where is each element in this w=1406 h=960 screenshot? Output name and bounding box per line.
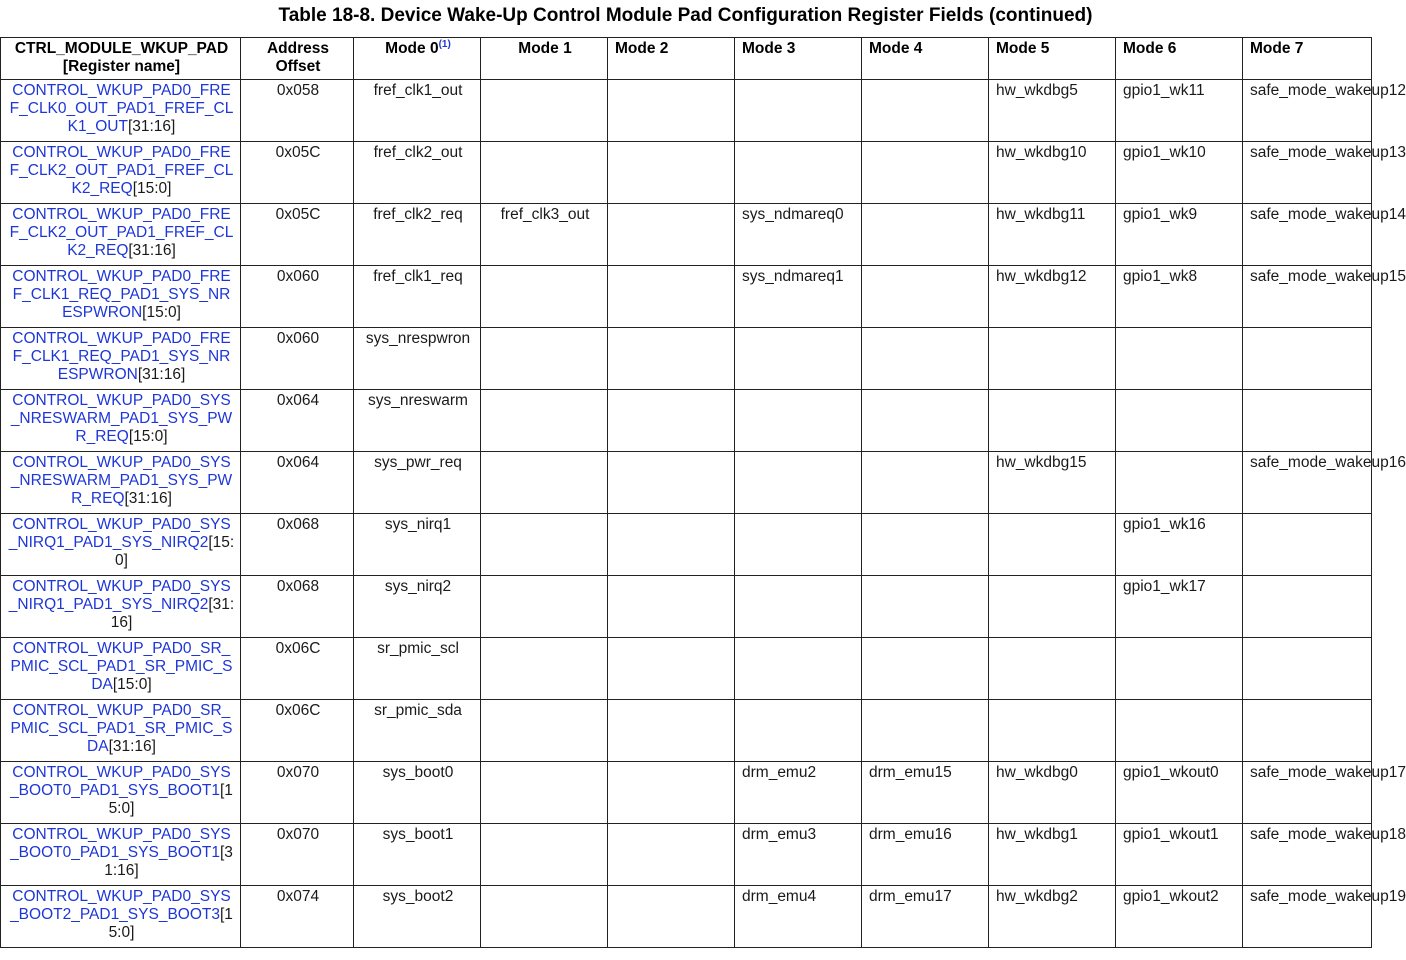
mode4-cell [862,576,989,638]
table-row [1,638,1372,700]
mode4-cell [862,390,989,452]
mode2-cell [608,638,735,700]
mode2-cell [608,762,735,824]
register-bit-range: [31:16] [108,738,156,755]
header-mode4: Mode 4 [862,38,989,80]
header-mode1: Mode 1 [481,38,608,80]
mode3-cell [735,514,862,576]
mode0-cell: fref_clk1_req [354,266,481,328]
register-name-link[interactable]: CONTROL_WKUP_PAD0_FREF_CLK2_OUT_PAD1_FREF_CLK2_REQ [9,206,234,259]
mode0-cell: sr_pmic_scl [354,638,481,700]
mode3-cell: drm_emu4 [735,886,862,948]
register-bit-range: [15:0] [128,428,168,445]
address-offset-cell: 0x064 [241,452,354,514]
mode3-cell [735,700,862,762]
mode5-cell [989,514,1116,576]
table-row [1,576,1372,638]
mode3-cell [735,142,862,204]
mode4-cell [862,266,989,328]
mode0-cell: fref_clk1_out [354,80,481,142]
mode2-cell [608,390,735,452]
table-row [1,886,1372,948]
header-mode6: Mode 6 [1116,38,1243,80]
address-offset-cell: 0x060 [241,328,354,390]
mode7-cell [1243,638,1372,700]
address-offset-cell: 0x068 [241,514,354,576]
mode5-cell: hw_wkdbg15 [989,452,1116,514]
mode4-cell: drm_emu16 [862,824,989,886]
mode5-cell: hw_wkdbg10 [989,142,1116,204]
mode3-cell [735,80,862,142]
mode0-cell: fref_clk2_out [354,142,481,204]
table-row [1,700,1372,762]
mode2-cell [608,452,735,514]
mode7-cell [1243,514,1372,576]
header-address-line2: Offset [275,58,321,75]
register-bit-range: [15:0] [108,782,233,817]
mode2-cell [608,204,735,266]
mode7-cell [1243,328,1372,390]
mode7-cell: safe_mode_wakeup15 [1243,266,1372,328]
mode7-cell: safe_mode_wakeup17 [1243,762,1372,824]
register-name-cell [1,80,241,142]
header-mode0-label: Mode 0 [385,40,439,57]
mode7-cell: safe_mode_wakeup12 [1243,80,1372,142]
register-name-cell [1,328,241,390]
mode3-cell: drm_emu2 [735,762,862,824]
register-name-link[interactable]: CONTROL_WKUP_PAD0_SYS_BOOT2_PAD1_SYS_BOOT3 [10,888,231,923]
mode0-cell: sys_boot2 [354,886,481,948]
mode2-cell [608,80,735,142]
register-bit-range: [31:16] [128,242,176,259]
mode4-cell: drm_emu17 [862,886,989,948]
mode7-cell [1243,390,1372,452]
mode2-cell [608,700,735,762]
mode7-cell: safe_mode_wakeup14 [1243,204,1372,266]
mode2-cell [608,514,735,576]
mode5-cell [989,328,1116,390]
address-offset-cell: 0x06C [241,700,354,762]
register-name-cell [1,142,241,204]
mode2-cell [608,142,735,204]
register-bit-range: [15:0] [108,906,233,941]
address-offset-cell: 0x058 [241,80,354,142]
mode4-cell [862,142,989,204]
register-bit-range: [31:16] [127,118,176,135]
mode1-cell [481,514,608,576]
mode1-cell: fref_clk3_out [481,204,608,266]
register-name-cell [1,266,241,328]
mode1-cell [481,390,608,452]
register-bit-range: [31:16] [104,844,233,879]
register-name-cell [1,886,241,948]
mode2-cell [608,824,735,886]
mode3-cell [735,328,862,390]
mode0-cell: sys_pwr_req [354,452,481,514]
register-bit-range: [15:0] [142,304,181,321]
mode0-cell: sys_nirq1 [354,514,481,576]
header-mode0 [354,38,481,80]
mode1-cell [481,80,608,142]
mode7-cell: safe_mode_wakeup18 [1243,824,1372,886]
mode4-cell [862,80,989,142]
header-mode5: Mode 5 [989,38,1116,80]
mode5-cell: hw_wkdbg12 [989,266,1116,328]
register-name-cell [1,700,241,762]
address-offset-cell: 0x068 [241,576,354,638]
mode7-cell: safe_mode_wakeup13 [1243,142,1372,204]
register-name-link[interactable]: CONTROL_WKUP_PAD0_SR_PMIC_SCL_PAD1_SR_PMIC_SDA [10,702,233,755]
header-register-name [1,38,241,80]
mode0-cell: sr_pmic_sda [354,700,481,762]
mode1-cell [481,638,608,700]
mode7-cell: safe_mode_wakeup16 [1243,452,1372,514]
address-offset-cell: 0x05C [241,142,354,204]
mode6-cell [1116,328,1243,390]
mode5-cell [989,700,1116,762]
table-row [1,824,1372,886]
register-bit-range: [15:0] [132,180,172,197]
mode0-cell: sys_boot0 [354,762,481,824]
footnote-link[interactable]: (1) [438,38,451,50]
register-bit-range: [31:16] [124,490,172,507]
header-address-line1: Address [266,40,330,57]
mode5-cell [989,638,1116,700]
mode6-cell [1116,700,1243,762]
register-bit-range: [31:16] [137,366,186,383]
mode5-cell: hw_wkdbg1 [989,824,1116,886]
mode4-cell [862,700,989,762]
mode5-cell: hw_wkdbg5 [989,80,1116,142]
mode0-cell: sys_nirq2 [354,576,481,638]
register-name-cell [1,824,241,886]
register-name-link[interactable]: CONTROL_WKUP_PAD0_FREF_CLK1_REQ_PAD1_SYS_NRESPWRON [12,330,231,383]
register-fields-table [0,37,1406,948]
mode6-cell: gpio1_wkout2 [1116,886,1243,948]
address-offset-cell: 0x05C [241,204,354,266]
register-name-cell [1,638,241,700]
header-register-line2: [Register name] [62,58,181,75]
mode1-cell [481,266,608,328]
address-offset-cell: 0x064 [241,390,354,452]
mode5-cell: hw_wkdbg11 [989,204,1116,266]
mode1-cell [481,824,608,886]
mode1-cell [481,452,608,514]
mode2-cell [608,886,735,948]
mode1-cell [481,328,608,390]
table-row [1,328,1372,390]
mode6-cell: gpio1_wk17 [1116,576,1243,638]
mode5-cell [989,390,1116,452]
register-name-link[interactable]: CONTROL_WKUP_PAD0_SYS_NRESWARM_PAD1_SYS_PWR_REQ [10,392,233,445]
header-register-line1: CTRL_MODULE_WKUP_PAD [14,40,229,57]
mode7-cell: safe_mode_wakeup19 [1243,886,1372,948]
mode6-cell [1116,638,1243,700]
mode3-cell: drm_emu3 [735,824,862,886]
mode4-cell [862,514,989,576]
mode4-cell [862,328,989,390]
mode4-cell [862,452,989,514]
address-offset-cell: 0x060 [241,266,354,328]
address-offset-cell: 0x06C [241,638,354,700]
register-name-link[interactable]: CONTROL_WKUP_PAD0_FREF_CLK0_OUT_PAD1_FREF_CLK1_OUT [9,82,234,135]
mode0-cell: fref_clk2_req [354,204,481,266]
mode5-cell [989,576,1116,638]
register-name-link[interactable]: CONTROL_WKUP_PAD0_SYS_NIRQ1_PAD1_SYS_NIRQ2 [8,516,231,551]
register-name-cell [1,390,241,452]
mode7-cell [1243,700,1372,762]
mode0-cell: sys_boot1 [354,824,481,886]
mode1-cell [481,576,608,638]
header-mode3: Mode 3 [735,38,862,80]
register-name-cell [1,762,241,824]
register-bit-range: [15:0] [112,676,152,693]
mode6-cell: gpio1_wk11 [1116,80,1243,142]
address-offset-cell: 0x074 [241,886,354,948]
mode6-cell: gpio1_wkout0 [1116,762,1243,824]
table-row [1,514,1372,576]
mode5-cell: hw_wkdbg2 [989,886,1116,948]
table-row [1,142,1372,204]
mode3-cell [735,452,862,514]
table-row [1,762,1372,824]
mode6-cell: gpio1_wkout1 [1116,824,1243,886]
mode2-cell [608,576,735,638]
register-name-link[interactable]: CONTROL_WKUP_PAD0_SYS_NIRQ1_PAD1_SYS_NIRQ2 [8,578,231,613]
table-title: Table 18-8. Device Wake-Up Control Module Pad Configuration Register Fields (continued) [278,5,1093,26]
mode7-cell [1243,576,1372,638]
mode6-cell: gpio1_wk8 [1116,266,1243,328]
address-offset-cell: 0x070 [241,824,354,886]
table-row [1,80,1372,142]
mode1-cell [481,700,608,762]
register-name-link[interactable]: CONTROL_WKUP_PAD0_FREF_CLK2_OUT_PAD1_FREF_CLK2_REQ [9,144,234,197]
header-address-offset [241,38,354,80]
mode6-cell [1116,390,1243,452]
mode1-cell [481,142,608,204]
register-name-link[interactable]: CONTROL_WKUP_PAD0_SYS_BOOT0_PAD1_SYS_BOOT1 [10,826,231,861]
register-name-link[interactable]: CONTROL_WKUP_PAD0_SR_PMIC_SCL_PAD1_SR_PMIC_SDA [10,640,233,693]
mode3-cell [735,638,862,700]
register-name-cell [1,514,241,576]
header-row [1,38,1372,80]
register-name-link[interactable]: CONTROL_WKUP_PAD0_FREF_CLK1_REQ_PAD1_SYS_NRESPWRON [12,268,231,321]
mode3-cell [735,390,862,452]
mode4-cell [862,638,989,700]
mode3-cell [735,576,862,638]
header-mode7: Mode 7 [1243,38,1372,80]
header-mode2: Mode 2 [608,38,735,80]
register-name-cell [1,204,241,266]
table-row [1,204,1372,266]
register-name-link[interactable]: CONTROL_WKUP_PAD0_SYS_NRESWARM_PAD1_SYS_PWR_REQ [10,454,233,507]
register-name-cell [1,452,241,514]
mode6-cell: gpio1_wk9 [1116,204,1243,266]
mode2-cell [608,266,735,328]
mode6-cell: gpio1_wk16 [1116,514,1243,576]
table-body [1,80,1406,948]
mode6-cell [1116,452,1243,514]
mode6-cell: gpio1_wk10 [1116,142,1243,204]
mode3-cell: sys_ndmareq0 [735,204,862,266]
mode3-cell: sys_ndmareq1 [735,266,862,328]
mode0-cell: sys_nrespwron [354,328,481,390]
mode2-cell [608,328,735,390]
table-row [1,266,1372,328]
register-bit-range: [31:16] [110,596,235,631]
mode1-cell [481,762,608,824]
register-name-cell [1,576,241,638]
table-row [1,390,1372,452]
mode4-cell: drm_emu15 [862,762,989,824]
mode5-cell: hw_wkdbg0 [989,762,1116,824]
register-bit-range: [15:0] [115,534,235,569]
register-name-link[interactable]: CONTROL_WKUP_PAD0_SYS_BOOT0_PAD1_SYS_BOOT1 [10,764,231,799]
mode4-cell [862,204,989,266]
mode1-cell [481,886,608,948]
mode0-cell: sys_nreswarm [354,390,481,452]
address-offset-cell: 0x070 [241,762,354,824]
table-row [1,452,1372,514]
